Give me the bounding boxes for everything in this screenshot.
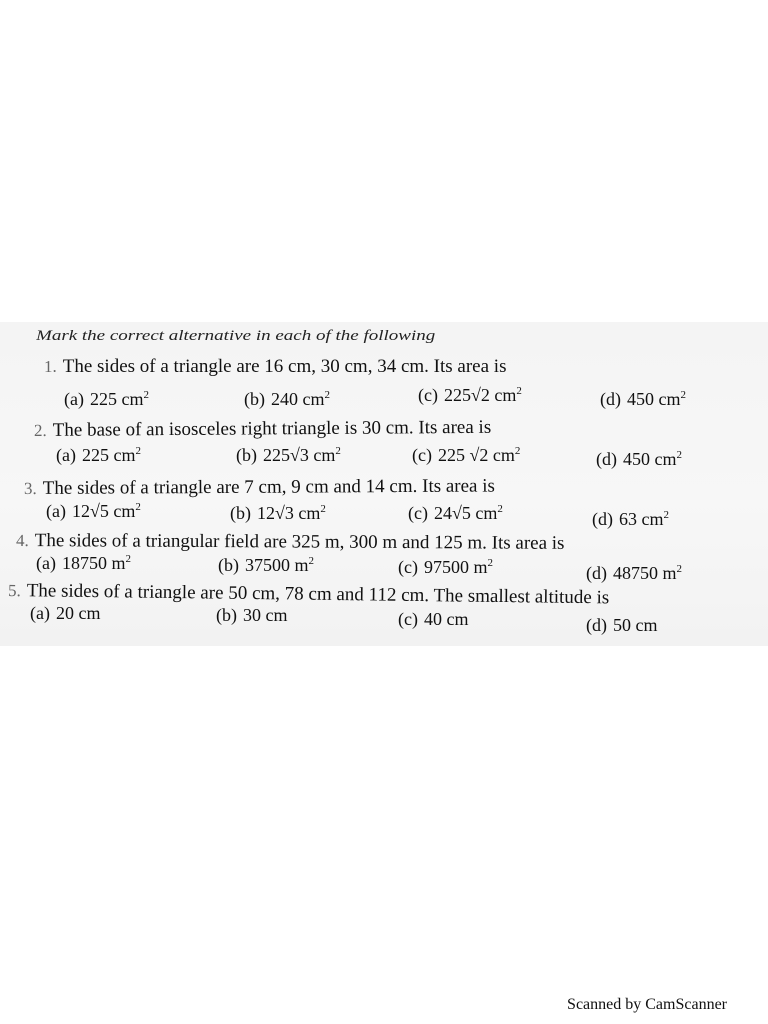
question-text: The sides of a triangle are 7 cm, 9 cm and 14 cm. Its area is: [42, 475, 495, 499]
question-number: 4.: [15, 531, 29, 551]
cut-off-instruction-line: Mark the correct alternative in each of the following: [36, 327, 436, 344]
option-2b: (b) 225√3 $cm^2$: [236, 445, 341, 465]
question-text: The sides of a triangle are 50 cm, 78 cm and 112 cm. The smallest altitude is: [26, 580, 610, 609]
question-3: [24, 476, 495, 500]
option-4a: (a) 18750 $m^2$: [36, 553, 131, 573]
question-2: [34, 417, 491, 442]
option-1d: (d) 450 $cm^2$: [600, 389, 686, 409]
option-3b: (b) 12√3 $cm^2$: [230, 503, 326, 523]
option-3c: (c) 24√5 $cm^2$: [408, 503, 503, 523]
option-5c: (c) 40 cm: [398, 609, 469, 629]
option-3d: (d) 63 $cm^2$: [592, 509, 669, 529]
option-5a: (a) 20 cm: [30, 603, 101, 623]
question-text: The base of an isosceles right triangle is 30 cm. Its area is: [52, 416, 492, 441]
question-text: The sides of a triangle are 16 cm, 30 cm, 34 cm. Its area is: [62, 356, 507, 377]
option-5d: (d) 50 cm: [586, 615, 658, 635]
option-4c: (c) 97500 $m^2$: [398, 557, 493, 577]
option-5b: (b) 30 cm: [216, 605, 288, 625]
option-1b: (b) 240 $cm^2$: [244, 389, 330, 409]
question-number: 3.: [23, 478, 37, 498]
scanner-watermark: Scanned by CamScanner: [567, 996, 727, 1013]
option-1c: (c) 225√2 $cm^2$: [418, 385, 522, 405]
option-2c: (c) 225 √2 $cm^2$: [412, 445, 521, 465]
option-4b: (b) 37500 $m^2$: [218, 555, 315, 575]
option-2a: (a) 225 $cm^2$: [56, 445, 141, 465]
question-number: 1.: [44, 357, 57, 376]
question-text: The sides of a triangular field are 325 m, 300 m and 125 m. Its area is: [34, 530, 565, 554]
option-2d: (d) 450 $cm^2$: [596, 449, 682, 469]
option-3a: (a) 12√5 $cm^2$: [46, 501, 141, 521]
option-4d: (d) 48750 $m^2$: [586, 563, 683, 583]
question-number: 2.: [33, 420, 47, 440]
question-number: 5.: [7, 581, 21, 601]
option-1a: (a) 225 $cm^2$: [64, 389, 149, 409]
question-1: [44, 356, 506, 378]
